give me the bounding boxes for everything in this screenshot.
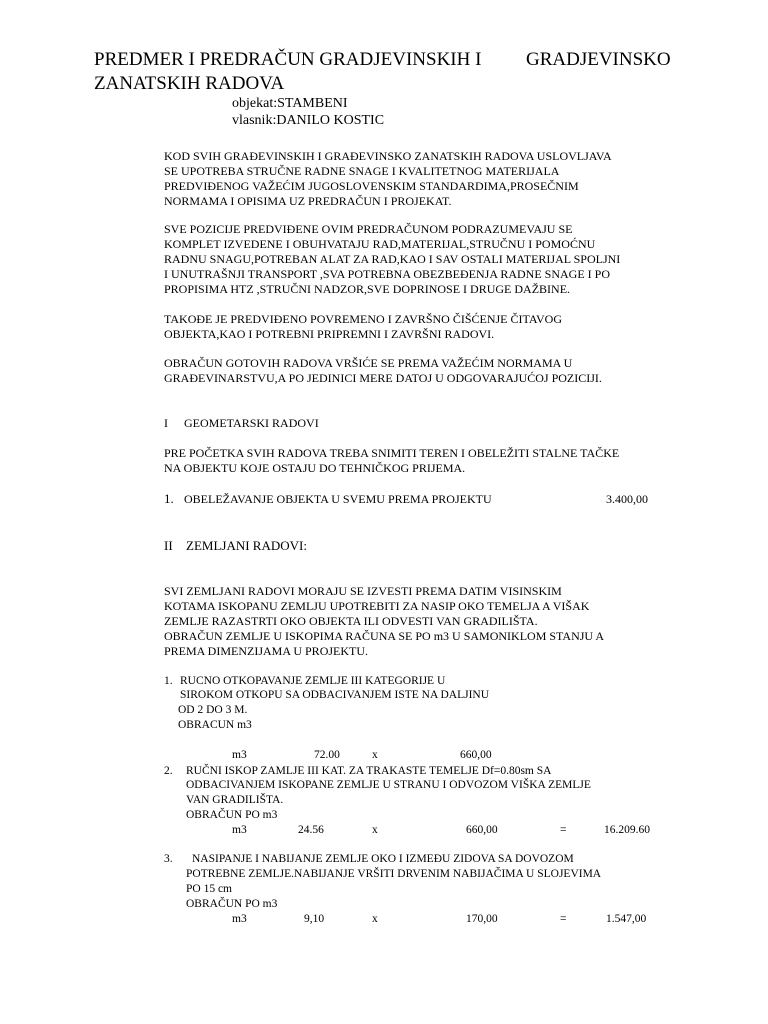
item-1-quantity: 72.00 [314,749,340,761]
section-1-paragraph [164,446,619,476]
paragraph-line: KOTAMA ISKOPANU ZEMLJU UPOTREBITI ZA NASIP OKO TEMELJA A VIŠAK [164,599,590,613]
item-1-line: RUCNO OTKOPAVANJE ZEMLJE III KATEGORIJE U [180,675,446,687]
paragraph-line: I UNUTRAŠNJI TRANSPORT ,SVA POTREBNA OBEZBEĐENJA RADNE SNAGE I PO [164,267,611,281]
paragraph-line: NA OBJEKTU KOJE OSTAJU DO TEHNIČKOG PRIJEMA. [164,461,466,475]
paragraph-line: PREDVIĐENOG VAŽEĆIM JUGOSLOVENSKIM STANDARDIMA,PROSEČNIM [164,179,579,193]
section-1-item-number: 1. [164,491,174,506]
section-2-number: II [164,538,173,553]
item-2-line: OBRAČUN PO m3 [186,809,278,821]
intro-paragraph-2 [164,222,620,297]
paragraph-line: KOMPLET IZVEDENE I OBUHVATAJU RAD,MATERIJAL,STRUČNU I POMOĆNU [164,237,596,251]
item-2-unit: m3 [232,824,247,836]
item-2-equals: = [560,824,567,836]
item-3-line: OBRAČUN PO m3 [186,898,278,910]
title-line1-a: PREDMER I PREDRAČUN GRADJEVINSKIH I [94,49,482,70]
item-3-quantity: 9,10 [304,913,325,925]
section-1-item-text: OBELEŽAVANJE OBJEKTA U SVEMU PREMA PROJEKTU [184,492,492,506]
item-3-number: 3. [164,853,173,865]
vlasnik-label: vlasnik:DANILO KOSTIC [232,113,385,128]
intro-paragraph-4 [164,356,602,386]
paragraph-line: RADNU SNAGU,POTREBAN ALAT ZA RAD,KAO I SAV OSTALI MATERIJAL SPOLJNI [164,252,621,266]
item-3-line: PO 15 cm [186,883,232,895]
item-1-line: OD 2 DO 3 M. [178,704,248,716]
paragraph-line: OBJEKTA,KAO I POTREBNI PRIPREMNI I ZAVRŠNI RADOVI. [164,327,495,341]
item-2-total: 16.209.60 [604,824,650,836]
paragraph-line: SE UPOTREBA STRUČNE RADNE SNAGE I KVALITETNOG MATERIJALA [164,164,560,178]
item-3-times: x [372,913,378,925]
paragraph-line: PRE POČETKA SVIH RADOVA TREBA SNIMITI TEREN I OBELEŽITI STALNE TAČKE [164,446,620,460]
item-1-times: x [372,749,378,761]
paragraph-line: KOD SVIH GRAĐEVINSKIH I GRAĐEVINSKO ZANATSKIH RADOVA USLOVLJAVA [164,149,612,163]
item-3-unit: m3 [232,913,247,925]
item-2-number: 2. [164,765,173,777]
section-2-paragraph [164,584,604,659]
objekat-label: objekat:STAMBENI [232,96,348,111]
item-1-line: OBRACUN m3 [178,719,252,731]
paragraph-line: SVE POZICIJE PREDVIĐENE OVIM PREDRAČUNOM PODRAZUMEVAJU SE [164,222,573,236]
paragraph-line: SVI ZEMLJANI RADOVI MORAJU SE IZVESTI PREMA DATIM VISINSKIM [164,584,562,598]
item-2-times: x [372,824,378,836]
item-1-unit: m3 [232,749,247,761]
item-2-line: VAN GRADILIŠTA. [186,794,284,806]
item-1-line: SIROKOM OTKOPU SA ODBACIVANJEM ISTE NA DALJINU [180,689,490,701]
paragraph-line: TAKOĐE JE PREDVIĐENO POVREMENO I ZAVRŠNO ČIŠĆENJE ČITAVOG [164,312,562,326]
intro-paragraph-3 [164,312,562,342]
item-1-number: 1. [164,675,173,687]
item-3-line: NASIPANJE I NABIJANJE ZEMLJE OKO I IZMEĐU ZIDOVA SA DOVOZOM [192,853,574,865]
section-2-title: ZEMLJANI RADOVI: [186,538,307,553]
paragraph-line: NORMAMA I OPISIMA UZ PREDRAČUN I PROJEKAT. [164,194,452,208]
paragraph-line: GRAĐEVINARSTVU,A PO JEDINICI MERE DATOJ U ODGOVARAJUĆOJ POZICIJI. [164,371,602,385]
section-1-number: I [164,416,168,430]
paragraph-line: OBRAČUN GOTOVIH RADOVA VRŠIĆE SE PREMA VAŽEĆIM NORMAMA U [164,356,573,370]
item-3-price: 170,00 [466,913,498,925]
item-3-equals: = [560,913,567,925]
item-2-quantity: 24.56 [298,824,324,836]
item-2-price: 660,00 [466,824,498,836]
paragraph-line: ZEMLJE RAZASTRTI OKO OBJEKTA ILI ODVESTI VAN GRADILIŠTA. [164,614,538,628]
section-1-title: GEOMETARSKI RADOVI [184,416,319,430]
item-2-line: RUČNI ISKOP ZAMLJE III KAT. ZA TRAKASTE TEMELJE Df=0.80sm SA [186,765,552,777]
paragraph-line: PREMA DIMENZIJAMA U PROJEKTU. [164,644,369,658]
intro-paragraph-1 [164,149,612,209]
item-3-total: 1.547,00 [606,913,647,925]
paragraph-line: OBRAČUN ZEMLJE U ISKOPIMA RAČUNA SE PO m3 U SAMONIKLOM STANJU A [164,629,605,643]
item-1-price: 660,00 [460,749,492,761]
item-3-line: POTREBNE ZEMLJE.NABIJANJE VRŠITI DRVENIM NABIJAČIMA U SLOJEVIMA [186,868,602,880]
title-line2: ZANATSKIH RADOVA [94,73,285,94]
title-line1-b: GRADJEVINSKO [526,49,671,70]
item-2-line: ODBACIVANJEM ISKOPANE ZEMLJE U STRANU I ODVOZOM VIŠKA ZEMLJE [186,779,591,791]
paragraph-line: PROPISIMA HTZ ,STRUČNI NADZOR,SVE DOPRINOSE I DRUGE DAŽBINE. [164,282,571,296]
section-1-item-amount: 3.400,00 [606,492,648,506]
